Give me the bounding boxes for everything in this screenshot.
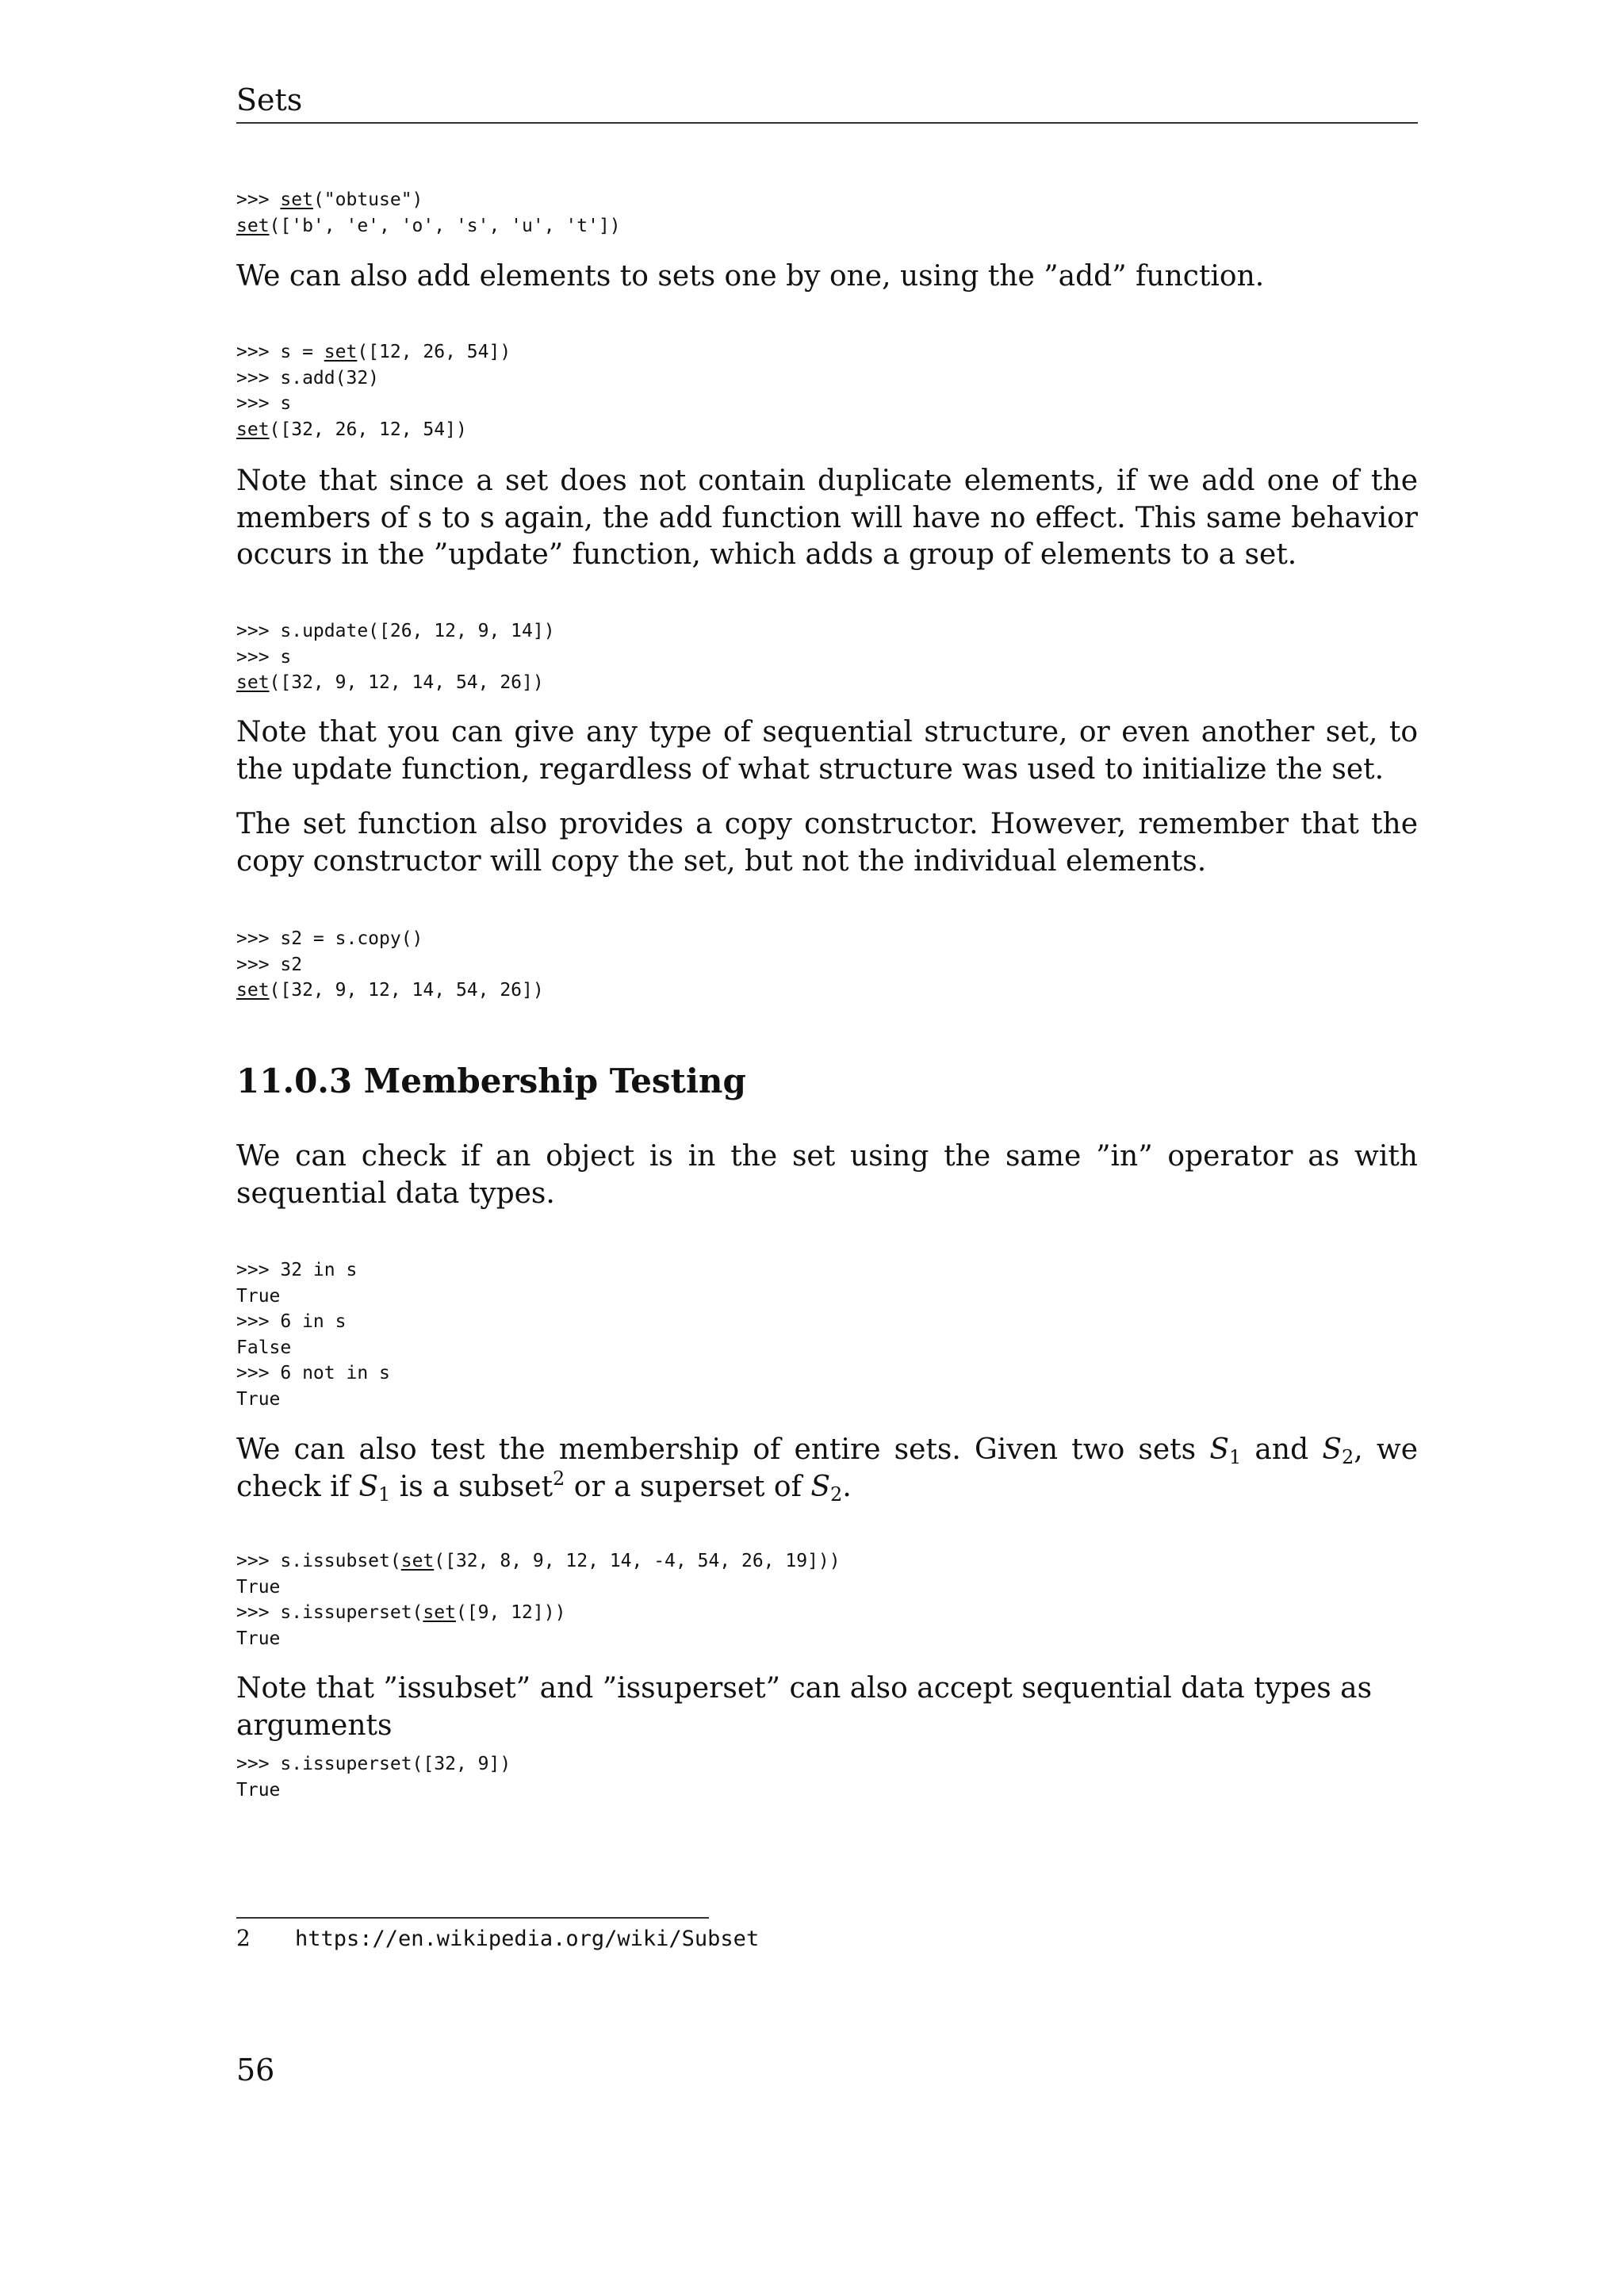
code-keyword: set [324, 342, 358, 362]
footnote-reference[interactable]: 2 [553, 1467, 565, 1490]
paragraph: The set function also provides a copy constructor. However, remember that the copy constructor will copy the set, but not the individual elements. [236, 808, 1418, 878]
paragraph: We can also add elements to sets one by one, using the ”add” function. [236, 260, 1265, 293]
code-block: >>> s.issuperset([32, 9]) True [236, 1754, 511, 1800]
math-symbol: S [810, 1470, 831, 1503]
paragraph: We can also test the membership of entire sets. Given two sets $S_1$ and $S_2$, we check if $S_1$ is a subset$^2$ or a superset of $S_2$. [236, 1433, 1418, 1506]
paragraph: Note that since a set does not contain duplicate elements, if we add one of the members of s to s again, the add function will have no effect. This same behavior occurs in the ”update” function, which adds a group of elements to a set. [236, 465, 1418, 571]
code-block: >>> s = set([12, 26, 54]) >>> s.add(32) >>> s set([32, 26, 12, 54]) [236, 342, 511, 440]
math-subscript: 2 [830, 1483, 843, 1506]
code-keyword: set [236, 980, 270, 1001]
code-block: >>> s.issubset(set([32, 8, 9, 12, 14, -4, 54, 26, 19])) True >>> s.issuperset(set([9, 12])) True [236, 1551, 841, 1649]
math-symbol: S [1322, 1433, 1342, 1466]
code-block: >>> 32 in s True >>> 6 in s False >>> 6 not in s True [236, 1260, 390, 1410]
paragraph: Note that you can give any type of sequential structure, or even another set, to the update function, regardless of what structure was used to initialize the set. [236, 716, 1418, 786]
footnote-link[interactable]: https://en.wikipedia.org/wiki/Subset [295, 1927, 760, 1951]
footnote [236, 1923, 759, 1955]
footnote-rule [236, 1917, 709, 1919]
code-keyword: set [236, 215, 270, 236]
code-block: >>> s2 = s.copy() >>> s2 set([32, 9, 12, 14, 54, 26]) [236, 928, 544, 1001]
math-symbol: S [358, 1470, 379, 1503]
math-subscript: 1 [378, 1483, 391, 1506]
code-keyword: set [236, 419, 270, 440]
code-keyword: set [236, 672, 270, 693]
running-head: Sets [236, 78, 1418, 124]
code-keyword: set [280, 189, 313, 210]
paragraph: We can check if an object is in the set using the same ”in” operator as with sequential data types. [236, 1140, 1418, 1210]
math-subscript: 1 [1228, 1446, 1242, 1468]
code-block: >>> s.update([26, 12, 9, 14]) >>> s set([32, 9, 12, 14, 54, 26]) [236, 621, 555, 693]
section-heading: 11.0.3 Membership Testing [236, 1062, 746, 1100]
math-symbol: S [1209, 1433, 1229, 1466]
paragraph: Note that ”issubset” and ”issuperset” can also accept sequential data types as arguments [236, 1672, 1373, 1742]
code-block: >>> set("obtuse") set(['b', 'e', 'o', 's', 'u', 't']) [236, 189, 621, 236]
math-subscript: 2 [1341, 1446, 1354, 1468]
page-number: 56 [236, 2053, 275, 2087]
code-keyword: set [400, 1551, 435, 1571]
footnote-mark: 2 [236, 1925, 251, 1951]
code-keyword: set [423, 1602, 456, 1623]
